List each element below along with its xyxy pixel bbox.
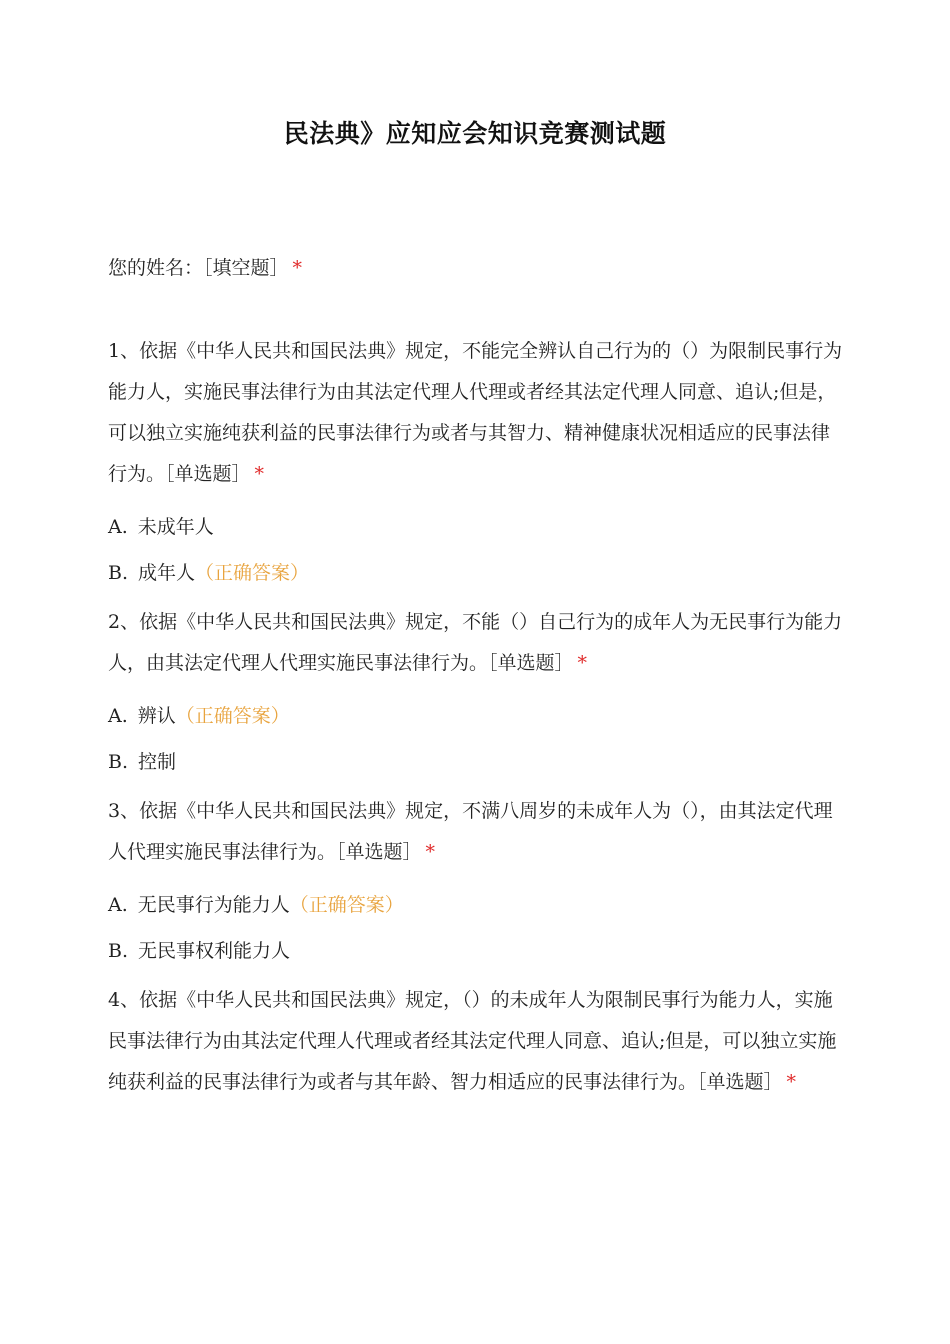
question-4-text: 4、依据《中华人民共和国民法典》规定，（）的未成年人为限制民事行为能力人，实施民事法律行为由其法定代理人代理或者经其法定代理人同意、追认;但是，可以独立实施纯获利益的民事法律行为或者与其年龄、智力相适应的民事法律行为。 (108, 989, 837, 1093)
option-text: 成年人 (138, 562, 196, 584)
question-4 (108, 980, 848, 1103)
question-4-type: ［单选题］ (697, 1071, 783, 1093)
option-letter: A. (108, 894, 128, 916)
correct-answer-marker: （正确答案） (289, 894, 404, 916)
option-letter: B. (108, 562, 129, 584)
option-letter: B. (108, 940, 129, 962)
question-1 (108, 331, 848, 594)
correct-answer-marker: （正确答案） (175, 705, 290, 727)
option-letter: A. (108, 516, 128, 538)
required-marker: * (292, 257, 303, 279)
question-3-type: ［单选题］ (336, 841, 422, 863)
required-marker: * (425, 841, 436, 863)
option-letter: A. (108, 705, 128, 727)
option-text: 无民事行为能力人 (137, 894, 290, 916)
page-title: 民法典》应知应会知识竞赛测试题 (283, 119, 667, 148)
question-1-option-a[interactable] (108, 507, 848, 548)
question-1-option-b[interactable] (108, 553, 848, 594)
question-text (108, 791, 848, 873)
question-text (108, 980, 848, 1103)
correct-answer-marker: （正确答案） (195, 562, 310, 584)
question-2-type: ［单选题］ (488, 652, 574, 674)
name-question-label: 您的姓名： (108, 257, 204, 279)
question-2 (108, 602, 848, 783)
question-2-text: 2、依据《中华人民共和国民法典》规定，不能（）自己行为的成年人为无民事行为能力人，由其法定代理人代理实施民事法律行为。 (108, 611, 843, 674)
question-text (108, 602, 848, 684)
required-marker: * (577, 652, 588, 674)
question-3-text: 3、依据《中华人民共和国民法典》规定，不满八周岁的未成年人为（），由其法定代理人代理实施民事法律行为。 (108, 800, 833, 863)
question-3-option-a[interactable] (108, 885, 848, 926)
questionnaire-body (108, 248, 848, 1115)
question-3 (108, 791, 848, 972)
name-question (108, 248, 848, 289)
name-question-type: ［填空题］ (203, 257, 289, 279)
question-3-option-b[interactable] (108, 931, 848, 972)
question-1-type: ［单选题］ (165, 463, 251, 485)
option-text: 控制 (138, 751, 177, 773)
required-marker: * (254, 463, 265, 485)
question-1-text: 1、依据《中华人民共和国民法典》规定，不能完全辨认自己行为的（）为限制民事行为能力人，实施民事法律行为由其法定代理人代理或者经其法定代理人同意、追认;但是，可以独立实施纯获利益的民事法律行为或者与其智力、精神健康状况相适应的民事法律行为。 (108, 340, 843, 485)
option-text: 无民事权利能力人 (138, 940, 291, 962)
question-2-option-a[interactable] (108, 696, 848, 737)
option-text: 未成年人 (137, 516, 214, 538)
question-text (108, 331, 848, 495)
option-letter: B. (108, 751, 129, 773)
question-2-option-b[interactable] (108, 742, 848, 783)
option-text: 辨认 (137, 705, 176, 727)
required-marker: * (786, 1071, 797, 1093)
